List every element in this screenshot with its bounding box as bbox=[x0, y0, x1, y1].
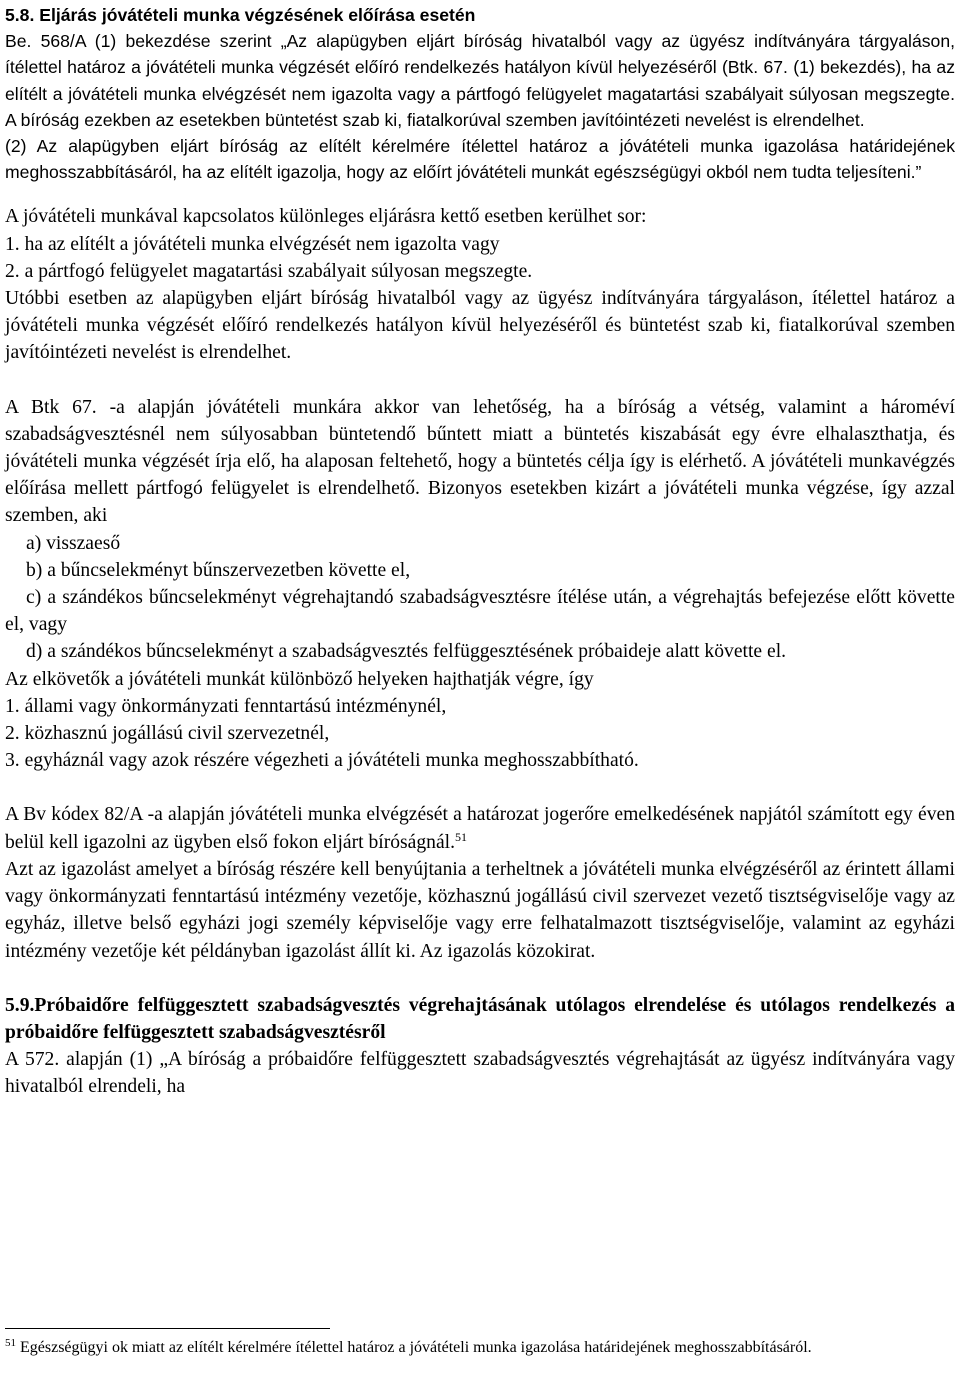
paragraph-bv-82a: A Bv kódex 82/A -a alapján jóvátételi munka elvégzését a határozat jogerőre emelkedésének napjától számított egy éven belül kell igazolni az ügyben első fokon eljárt bíróságnál.$^{51}$ bbox=[5, 804, 955, 853]
paragraph-latter-case: Utóbbi esetben az alapügyben eljárt bíróság hivatalból vagy az ügyész indítványára tárgyaláson, ítélettel határoz a jóvátételi munka végzését előíró rendelkezés hatályon kívül helyezéséről és büntetést szab ki, fiatalkorúval szemben javítóintézeti nevelést is elrendelhet. bbox=[5, 288, 955, 364]
list-item: 2. a pártfogó felügyelet magatartási szabályait súlyosan megszegte. bbox=[5, 260, 533, 282]
paragraph-btk-67: A Btk 67. -a alapján jóvátételi munkára akkor van lehetőség, ha a bíróság a vétség, valamint a hároméví szabadságvesztésnél nem súlyosabban büntetendő bűntett miatt a büntetés kiszabását egy évre elhalaszthatja, és jóvátételi munka végzését írja elő, ha alaposan feltehető, hogy a büntetés célja így is elérhető. A jóvátételi munkavégzés előírása mellett pártfogó felügyelet is elrendelhető. Bizonyos esetekben kizárt a jóvátételi munka végzése, így azzal szemben, aki bbox=[5, 396, 955, 527]
places-intro: Az elkövetők a jóvátételi munkát különböző helyeken hajthatják végre, így bbox=[5, 668, 594, 690]
footnote-number: 51 bbox=[5, 1337, 16, 1349]
section-5-8 bbox=[5, 2, 955, 185]
footnote-reference[interactable]: 51 bbox=[454, 829, 467, 844]
document-page bbox=[5, 0, 955, 1100]
bv-block bbox=[5, 801, 955, 964]
footnote-text: Egészségügyi ok miatt az elítélt kérelmére ítélettel határoz a jóvátételi munka igazolása határidejének meghosszabbításáról. bbox=[16, 1339, 812, 1356]
cases-intro: A jóvátételi munkával kapcsolatos különleges eljárásra kettő esetben kerülhet sor: bbox=[5, 206, 647, 228]
list-item: 1. ha az elítélt a jóvátételi munka elvégzését nem igazolta vagy bbox=[5, 233, 500, 255]
list-item: 3. egyháznál vagy azok részére végezheti a jóvátételi munka meghosszabbítható. bbox=[5, 750, 639, 772]
list-item: a) visszaeső bbox=[26, 532, 121, 554]
paragraph-be-568a-1: Be. 568/A (1) bekezdése szerint „Az alapügyben eljárt bíróság hivatalból vagy az ügyész indítványára tárgyaláson, ítélettel határoz a jóvátételi munka végzését előíró rendelkezés hatályon kívül helyezéséről (Btk. 67. (1) bekezdés), ha az elítélt a jóvátételi munka elvégzését nem igazolta vagy a pártfogó felügyelet magatartási szabályait súlyosan megszegte. A bíróság ezekben az esetekben büntetést szab ki, fiatalkorúval szemben javítóintézeti nevelést is elrendelhet. bbox=[5, 31, 955, 130]
list-item: b) a bűncselekményt bűnszervezetben követte el, bbox=[26, 559, 411, 581]
list-item: c) a szándékos bűncselekményt végrehajtandó szabadságvesztésre ítélése után, a végrehajtás befejezése előtt követte el, vagy bbox=[5, 587, 955, 636]
list-item: 1. állami vagy önkormányzati fenntartású intézménynél, bbox=[5, 695, 447, 717]
list-item: d) a szándékos bűncselekményt a szabadságvesztés felfüggesztésének próbaideje alatt követte el. bbox=[26, 641, 787, 663]
section-5-9 bbox=[5, 992, 955, 1100]
section-heading: 5.9.Próbaidőre felfüggesztett szabadságvesztés végrehajtásának utólagos elrendelése és utólagos rendelkezés a próbaidőre felfüggesztett szabadságvesztésről bbox=[5, 994, 955, 1043]
footnote-separator bbox=[5, 1328, 330, 1329]
paragraph-be-568a-2: (2) Az alapügyben eljárt bíróság az elítélt kérelmére ítélettel határoz a jóvátételi munka igazolása határidejének meghosszabbításáról, ha az elítélt igazolja, hogy az előírt jóvátételi munkát egészségügyi okból nem tudta teljesíteni.” bbox=[5, 136, 955, 183]
btk-block bbox=[5, 394, 955, 775]
cases-block bbox=[5, 203, 955, 366]
paragraph-igazolas: Azt az igazolást amelyet a bíróság részére kell benyújtania a terheltnek a jóvátételi munka elvégzéséről az érintett állami vagy önkormányzati fenntartású intézmény vezetője, közhasznú jogállású civil szervezet vezető tisztségviselője vagy az egyház, illetve belső egyházi jogi személy képviselője vagy erre felhatalmazott tisztségviselője, valamint az egyházi intézmény vezetője két példányban igazolást állít ki. Az igazolás közokirat. bbox=[5, 858, 955, 962]
section-heading: 5.8. Eljárás jóvátételi munka végzésének előírása esetén bbox=[5, 5, 476, 25]
footnote bbox=[5, 1337, 955, 1359]
list-item: 2. közhasznú jogállású civil szervezetnél, bbox=[5, 723, 330, 745]
paragraph-572: A 572. alapján (1) „A bíróság a próbaidőre felfüggesztett szabadságvesztés végrehajtását az ügyész indítványára vagy hivatalból elrendeli, ha bbox=[5, 1048, 955, 1097]
